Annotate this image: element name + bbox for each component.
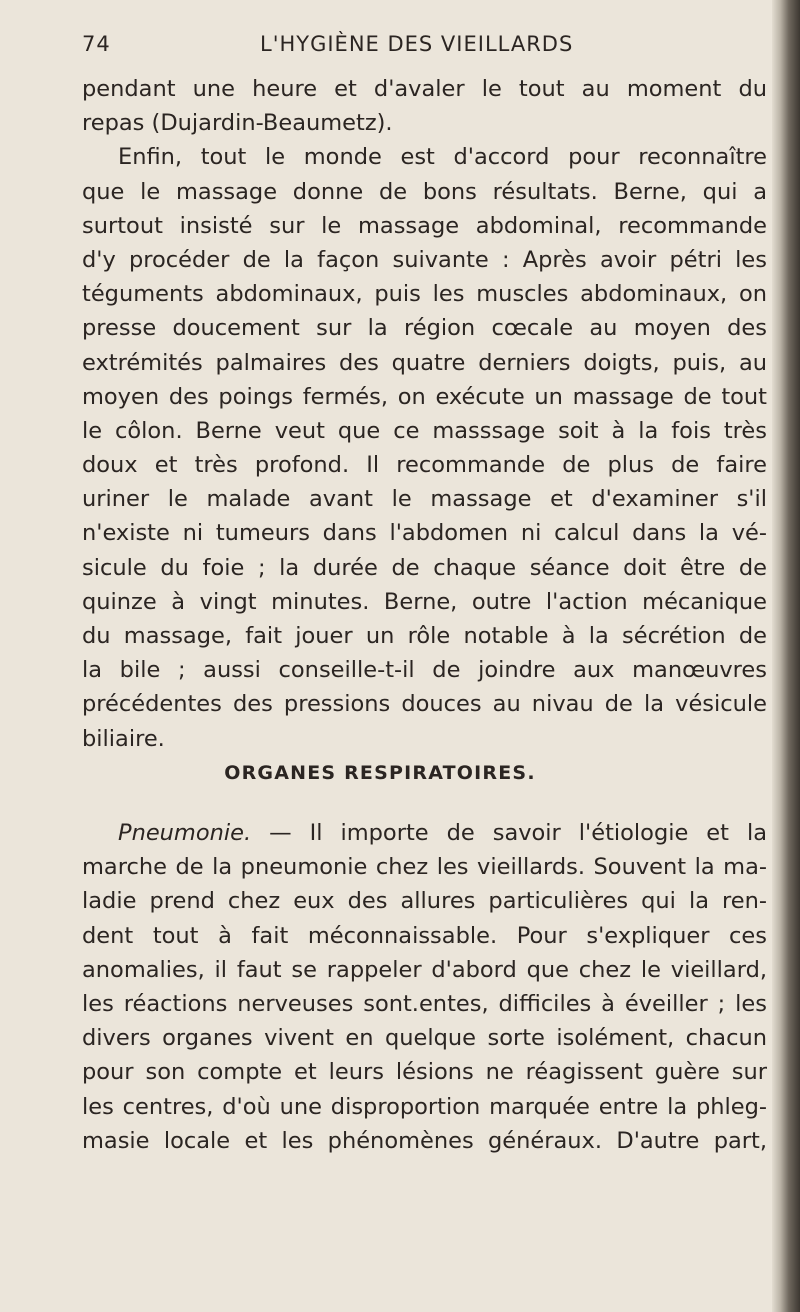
text-line: quinze à vingt minutes. Berne, outre l'action mécanique xyxy=(82,588,767,615)
text-line: surtout insisté sur le massage abdominal, recommande xyxy=(82,212,767,239)
text-line: le côlon. Berne veut que ce masssage soit à la fois très xyxy=(82,417,767,444)
text-line: presse doucement sur la région cœcale au moyen des xyxy=(82,315,767,342)
page-number: 74 xyxy=(82,32,111,56)
body-text-top xyxy=(82,72,767,756)
body-text-bottom xyxy=(82,816,767,1158)
text-line: les centres, d'où une disproportion marquée entre la phleg- xyxy=(82,1093,767,1120)
text-line: divers organes vivent en quelque sorte isolément, chacun xyxy=(82,1025,767,1052)
text-line: masie locale et les phénomènes généraux. D'autre part, xyxy=(82,1127,767,1154)
text-line: biliaire. xyxy=(82,725,165,752)
running-title: L'HYGIÈNE DES VIEILLARDS xyxy=(260,32,574,56)
text-line: que le massage donne de bons résultats. Berne, qui a xyxy=(82,178,767,205)
text-line xyxy=(82,816,767,850)
text-line: uriner le malade avant le massage et d'examiner s'il xyxy=(82,486,767,513)
page-gutter-shadow xyxy=(772,0,800,1312)
text-line: dent tout à fait méconnaissable. Pour s'expliquer ces xyxy=(82,922,767,949)
text-line: la bile ; aussi conseille-t-il de joindre aux manœuvres xyxy=(82,657,767,684)
text-line: n'existe ni tumeurs dans l'abdomen ni calcul dans la vé- xyxy=(82,520,767,547)
text-line: Enfin, tout le monde est d'accord pour reconnaître xyxy=(118,144,767,171)
text-line: d'y procéder de la façon suivante : Après avoir pétri les xyxy=(82,246,767,273)
paragraph-lead: Pneumonie. xyxy=(118,820,252,846)
text-line: ladie prend chez eux des allures particulières qui la ren- xyxy=(82,888,767,915)
text-line: repas (Dujardin-Beaumetz). xyxy=(82,110,393,137)
text-line: sicule du foie ; la durée de chaque séance doit être de xyxy=(82,554,767,581)
text-line: pour son compte et leurs lésions ne réagissent guère sur xyxy=(82,1059,767,1086)
text-line: anomalies, il faut se rappeler d'abord que chez le vieillard, xyxy=(82,956,767,983)
text-line: extrémités palmaires des quatre derniers doigts, puis, au xyxy=(82,349,767,376)
text-line: moyen des poings fermés, on exécute un massage de tout xyxy=(82,383,767,410)
text-line: précédentes des pressions douces au nivau de la vésicule xyxy=(82,691,767,718)
text-line: marche de la pneumonie chez les vieillards. Souvent la ma- xyxy=(82,854,767,881)
text-line: du massage, fait jouer un rôle notable à la sécrétion de xyxy=(82,623,767,649)
page-header xyxy=(82,32,772,62)
section-heading: ORGANES RESPIRATOIRES. xyxy=(224,762,536,784)
text-line: les réactions nerveuses sont.entes, difficiles à éveiller ; les xyxy=(82,990,767,1017)
text-line: pendant une heure et d'avaler le tout au moment du xyxy=(82,76,767,102)
paragraph-lead-rest: — Il importe de savoir l'étiologie et la xyxy=(251,820,767,846)
text-line: doux et très profond. Il recommande de plus de faire xyxy=(82,452,767,479)
text-line: téguments abdominaux, puis les muscles abdominaux, on xyxy=(82,281,767,308)
